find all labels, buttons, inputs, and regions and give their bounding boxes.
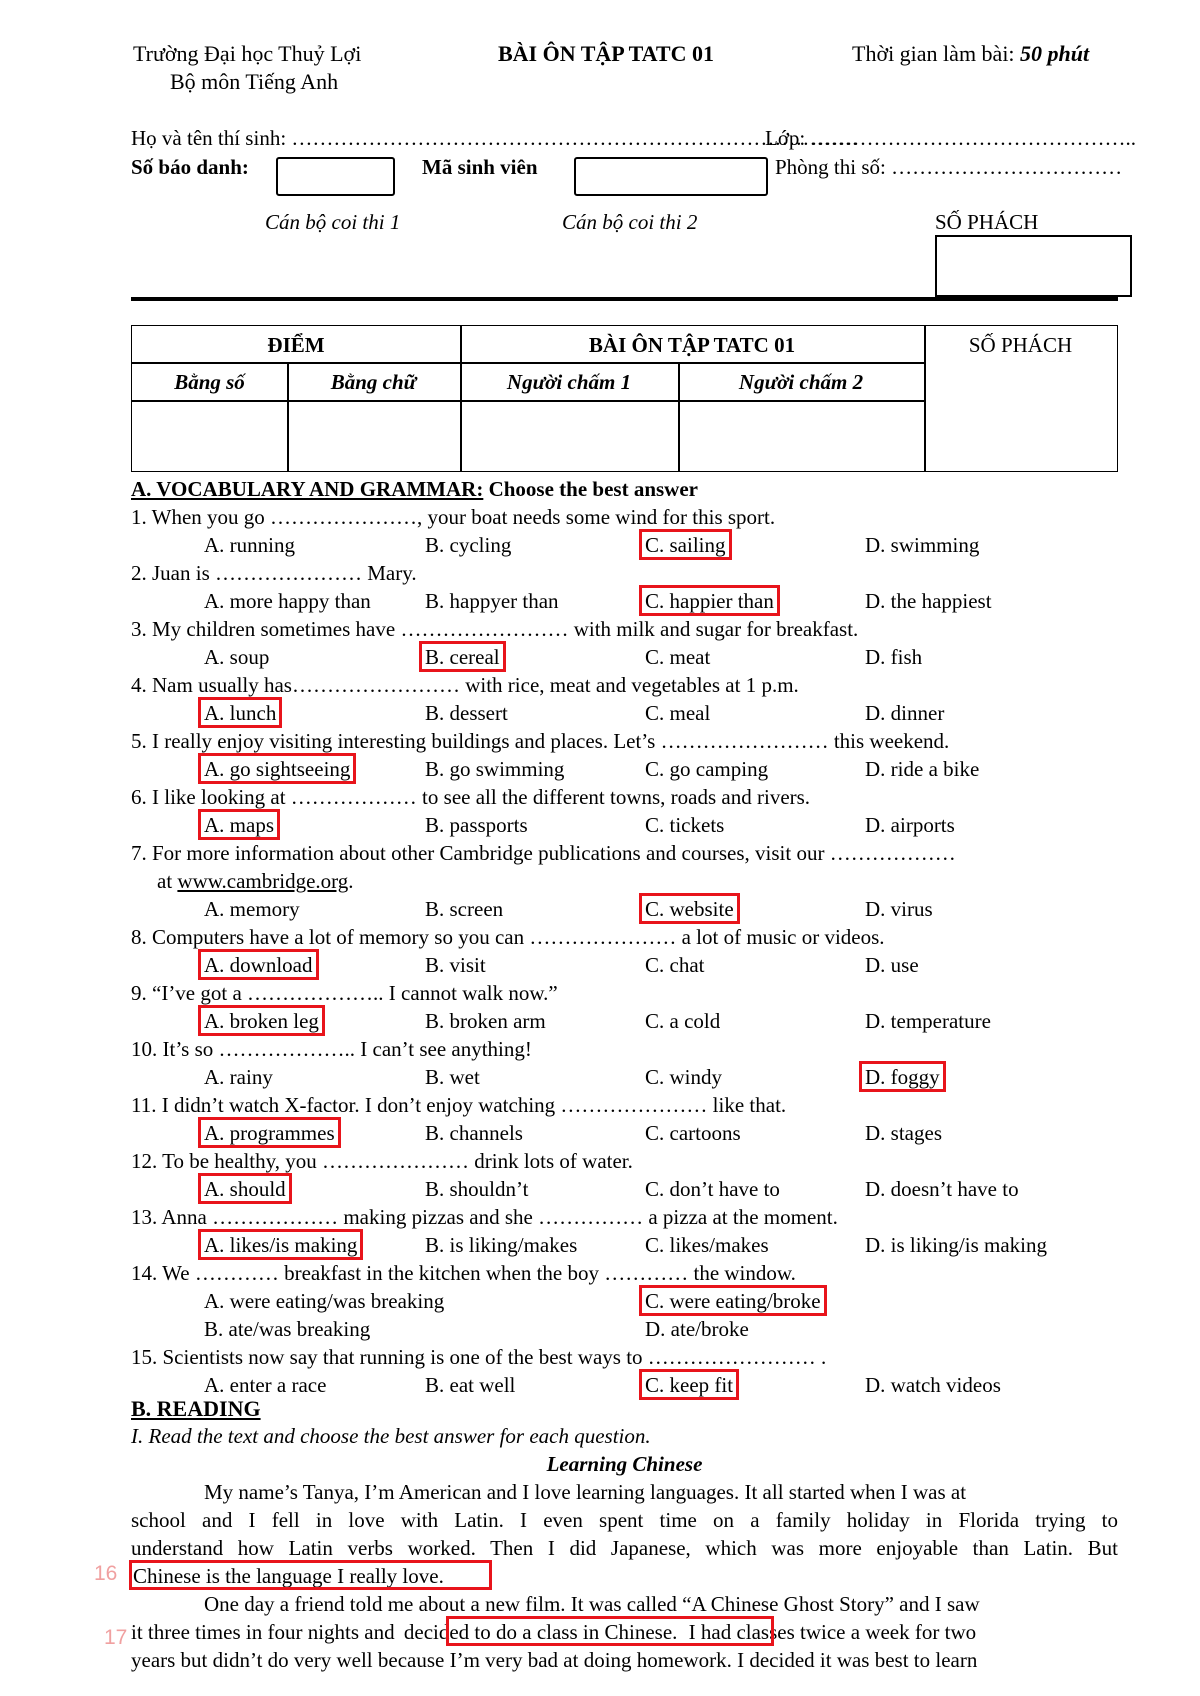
answer-option[interactable]: C. don’t have to: [645, 1177, 780, 1201]
sbd-input-box[interactable]: [276, 157, 395, 196]
answer-highlight: [639, 1285, 827, 1316]
answer-option[interactable]: A. maps: [204, 813, 274, 837]
answer-option[interactable]: C. tickets: [645, 813, 725, 837]
so-phach-box[interactable]: [935, 235, 1132, 297]
question-text: 10. It’s so ……………….. I can’t see anything!: [131, 1037, 532, 1061]
answer-option[interactable]: B. ate/was breaking: [204, 1317, 371, 1341]
answer-option[interactable]: C. meal: [645, 701, 711, 725]
question-text-line2: [157, 871, 354, 892]
answer-option[interactable]: C. go camping: [645, 757, 769, 781]
sub-bang-chu: Bằng chữ: [330, 370, 417, 394]
question-marker-17: 17: [104, 1626, 128, 1649]
sbd-label: Số báo danh:: [131, 155, 249, 179]
student-name-field[interactable]: Họ và tên thí sinh: ………………………………………………………………………: [131, 126, 859, 150]
answer-option[interactable]: D. airports: [865, 813, 955, 837]
answer-option[interactable]: A. go sightseeing: [204, 757, 351, 781]
answer-option[interactable]: A. programmes: [204, 1121, 335, 1145]
question-text-prefix: at: [157, 869, 178, 893]
answer-option[interactable]: C. website: [645, 897, 734, 921]
answer-highlight: [198, 753, 356, 784]
class-field[interactable]: Lớp: ………………………………………..: [765, 126, 1137, 150]
sub-bang-so: Bằng số: [174, 370, 245, 394]
answer-option[interactable]: C. a cold: [645, 1009, 721, 1033]
reading-line-part-highlight: decided to do a class in Chinese.: [403, 1620, 678, 1644]
section-a-title: A. VOCABULARY AND GRAMMAR:: [131, 477, 484, 501]
question-text: 15. Scientists now say that running is one of the best ways to …………………… .: [131, 1345, 827, 1369]
question-text: 7. For more information about other Cambridge publications and courses, visit our ………………: [131, 841, 956, 865]
website-link[interactable]: www.cambridge.org: [177, 869, 349, 893]
answer-option[interactable]: C. meat: [645, 645, 711, 669]
reading-line: [131, 1538, 1118, 1559]
answer-option[interactable]: B. cereal: [425, 645, 500, 669]
question-text: 2. Juan is ………………… Mary.: [131, 561, 417, 585]
section-a-instruction: Choose the best answer: [488, 477, 698, 501]
answer-option[interactable]: D. is liking/is making: [865, 1233, 1048, 1257]
so-phach-label: SỐ PHÁCH: [935, 210, 1039, 234]
answer-highlight: [198, 1005, 325, 1036]
answer-option[interactable]: C. keep fit: [645, 1373, 734, 1397]
reading-line-part: I had classes twice a week for two: [688, 1620, 977, 1644]
answer-highlight: [639, 1369, 739, 1400]
table-hline: [132, 400, 924, 402]
answer-highlight: [859, 1061, 946, 1092]
answer-option[interactable]: A. more happy than: [204, 589, 371, 613]
answer-highlight: [198, 1229, 363, 1260]
col-diem-header: ĐIỂM: [267, 333, 325, 357]
question-text-suffix: .: [348, 869, 354, 893]
answer-option[interactable]: B. visit: [425, 953, 486, 977]
answer-highlight: [639, 529, 732, 560]
score-table: [131, 325, 1118, 472]
question-text: 4. Nam usually has…………………… with rice, meat and vegetables at 1 p.m.: [131, 673, 799, 697]
section-a-heading: [131, 479, 698, 500]
question-text: 6. I like looking at ……………… to see all the different towns, roads and rivers.: [131, 785, 811, 809]
answer-option[interactable]: D. the happiest: [865, 589, 992, 613]
answer-option[interactable]: B. channels: [425, 1121, 523, 1145]
answer-highlight: [198, 1173, 292, 1204]
reading-line: years but didn’t do very well because I’m very bad at doing homework. I decided it was best to learn: [131, 1648, 978, 1672]
answer-option[interactable]: A. memory: [204, 897, 300, 921]
answer-option[interactable]: C. likes/makes: [645, 1233, 769, 1257]
answer-option[interactable]: A. soup: [204, 645, 270, 669]
answer-option[interactable]: D. ride a bike: [865, 757, 980, 781]
answer-option[interactable]: C. sailing: [645, 533, 726, 557]
sub-nguoi-cham-1: Người chấm 1: [506, 370, 632, 394]
answer-option[interactable]: D. temperature: [865, 1009, 991, 1033]
answer-option[interactable]: D. fish: [865, 645, 923, 669]
answer-option[interactable]: A. should: [204, 1177, 286, 1201]
reading-line-highlight-16: Chinese is the language I really love.: [133, 1564, 444, 1588]
answer-option[interactable]: D. doesn’t have to: [865, 1177, 1019, 1201]
reading-line-part: it three times in four nights and: [131, 1620, 395, 1644]
answer-highlight-17: [446, 1616, 774, 1646]
msv-label: Mã sinh viên: [422, 155, 538, 179]
room-field[interactable]: Phòng thi số: ……………………………: [775, 155, 1123, 179]
question-marker-16: 16: [94, 1562, 118, 1585]
answer-option[interactable]: A. lunch: [204, 701, 277, 725]
question-text: 9. “I’ve got a ……………….. I cannot walk now.”: [131, 981, 558, 1005]
question-text: 14. We ………… breakfast in the kitchen when the boy ………… the window.: [131, 1261, 796, 1285]
answer-option[interactable]: C. cartoons: [645, 1121, 741, 1145]
question-text: 13. Anna ……………… making pizzas and she …………… a pizza at the moment.: [131, 1205, 838, 1229]
answer-option[interactable]: C. happier than: [645, 589, 774, 613]
answer-option[interactable]: B. eat well: [425, 1373, 516, 1397]
answer-option[interactable]: D. swimming: [865, 533, 980, 557]
table-hline: [132, 362, 924, 364]
answer-option[interactable]: D. use: [865, 953, 919, 977]
question-text: 8. Computers have a lot of memory so you can ………………… a lot of music or videos.: [131, 925, 885, 949]
question-text: 3. My children sometimes have …………………… with milk and sugar for breakfast.: [131, 617, 859, 641]
answer-option[interactable]: B. broken arm: [425, 1009, 546, 1033]
question-text: 12. To be healthy, you ………………… drink lots of water.: [131, 1149, 633, 1173]
answer-option[interactable]: B. is liking/makes: [425, 1233, 578, 1257]
reading-line-text: school and I fell in love with Latin. I even spent time on a family holiday in Florida trying to: [131, 1508, 1118, 1532]
answer-highlight: [198, 697, 282, 728]
answer-option[interactable]: B. passports: [425, 813, 528, 837]
reading-line: My name’s Tanya, I’m American and I love learning languages. It all started when I was at: [204, 1480, 967, 1504]
answer-option[interactable]: A. likes/is making: [204, 1233, 358, 1257]
answer-option[interactable]: B. go swimming: [425, 757, 565, 781]
answer-option[interactable]: B. happyer than: [425, 589, 559, 613]
reading-line: One day a friend told me about a new film. It was called “A Chinese Ghost Story” and I saw: [204, 1592, 980, 1616]
answer-option[interactable]: C. windy: [645, 1065, 723, 1089]
separator-rule: [131, 297, 1118, 301]
answer-highlight: [198, 949, 319, 980]
department-name: Bộ môn Tiếng Anh: [170, 69, 339, 94]
answer-highlight: [198, 809, 280, 840]
proctor-1-label: Cán bộ coi thi 1: [265, 210, 401, 234]
sub-nguoi-cham-2: Người chấm 2: [738, 370, 864, 394]
answer-option[interactable]: A. broken leg: [204, 1009, 319, 1033]
section-b-title: B. READING: [131, 1396, 261, 1421]
reading-line: [131, 1510, 1118, 1531]
answer-option[interactable]: D. dinner: [865, 701, 945, 725]
answer-highlight-16: [129, 1560, 492, 1590]
question-text: 11. I didn’t watch X-factor. I don’t enjoy watching ………………… like that.: [131, 1093, 787, 1117]
answer-option[interactable]: B. dessert: [425, 701, 508, 725]
answer-option[interactable]: B. wet: [425, 1065, 480, 1089]
answer-option[interactable]: D. foggy: [865, 1065, 940, 1089]
answer-option[interactable]: D. virus: [865, 897, 933, 921]
school-name: Trường Đại học Thuỷ Lợi: [133, 41, 362, 66]
col-so-phach-header: SỐ PHÁCH: [968, 333, 1073, 357]
answer-option[interactable]: D. ate/broke: [645, 1317, 749, 1341]
msv-input-box[interactable]: [574, 157, 768, 196]
answer-option[interactable]: A. were eating/was breaking: [204, 1289, 445, 1313]
answer-option[interactable]: C. chat: [645, 953, 705, 977]
answer-highlight: [639, 893, 740, 924]
answer-option[interactable]: B. cycling: [425, 533, 512, 557]
proctor-2-label: Cán bộ coi thi 2: [562, 210, 698, 234]
question-text: 5. I really enjoy visiting interesting buildings and places. Let’s …………………… this weekend.: [131, 729, 950, 753]
time-value: 50 phút: [1020, 41, 1090, 66]
section-b-instruction: I. Read the text and choose the best answer for each question.: [131, 1424, 651, 1448]
reading-line-text: understand how Latin verbs worked. Then I did Japanese, which was more enjoyable than Latin. But: [131, 1536, 1118, 1560]
answer-option[interactable]: D. stages: [865, 1121, 942, 1145]
exam-title: BÀI ÔN TẬP TATC 01: [498, 41, 714, 66]
answer-option[interactable]: A. download: [204, 953, 313, 977]
answer-option[interactable]: A. enter a race: [204, 1373, 327, 1397]
answer-option[interactable]: D. watch videos: [865, 1373, 1001, 1397]
col-title-header: BÀI ÔN TẬP TATC 01: [588, 333, 796, 357]
answer-option[interactable]: B. shouldn’t: [425, 1177, 529, 1201]
answer-option[interactable]: C. were eating/broke: [645, 1289, 821, 1313]
question-text: 1. When you go …………………, your boat needs some wind for this sport.: [131, 505, 776, 529]
answer-option[interactable]: A. running: [204, 533, 295, 557]
answer-highlight: [419, 641, 506, 672]
answer-highlight: [639, 585, 780, 616]
time-label: [852, 43, 1089, 65]
text-title: Learning Chinese: [546, 1452, 703, 1476]
time-label-text: Thời gian làm bài:: [852, 41, 1015, 66]
answer-option[interactable]: B. screen: [425, 897, 504, 921]
answer-highlight: [198, 1117, 341, 1148]
answer-option[interactable]: A. rainy: [204, 1065, 273, 1089]
